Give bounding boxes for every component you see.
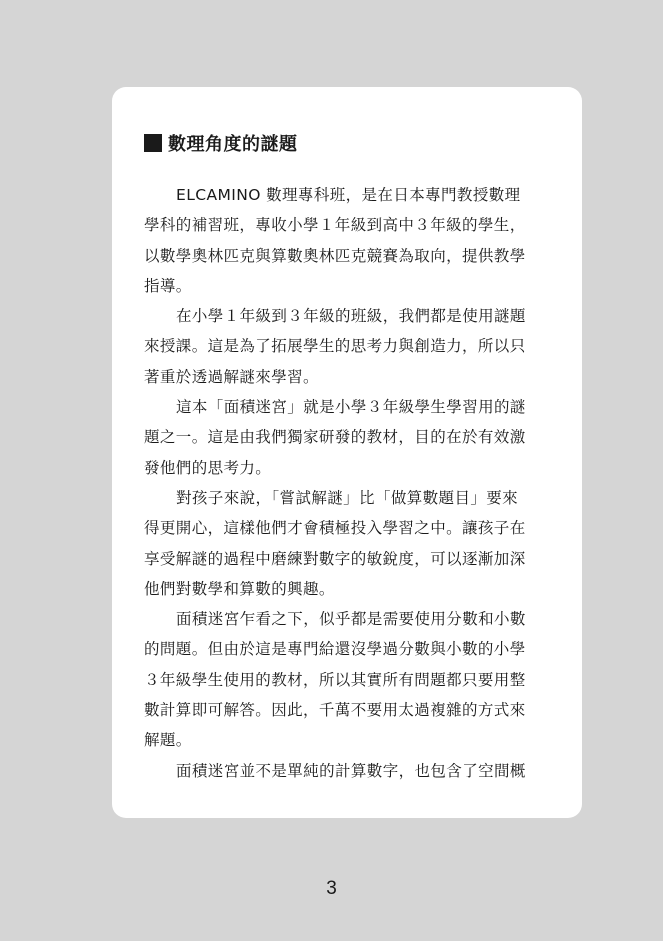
content-card [112,87,582,818]
text-line: 解題。 [144,731,192,750]
text-line: 數計算即可解答。因此，千萬不要用太過複雜的方式來 [144,701,526,720]
text-line: 面積迷宮乍看之下，似乎都是需要使用分數和小數 [176,610,526,629]
text-line: 對孩子來說，「嘗試解謎」比「做算數題目」要來 [176,488,519,507]
text-line: 這本「面積迷宮」就是小學３年級學生學習用的謎 [176,398,526,417]
text-line: 來授課。這是為了拓展學生的思考力與創造力，所以只 [144,337,526,356]
text-line: 他們對數學和算數的興趣。 [144,579,335,598]
text-line: 指導。 [144,276,192,295]
section-heading [144,127,552,159]
text-line: 著重於透過解謎來學習。 [144,367,319,386]
paragraph [144,392,552,483]
text-line: 發他們的思考力。 [144,458,272,477]
paragraph [144,301,552,392]
text-line: 得更開心，這樣他們才會積極投入學習之中。讓孩子在 [144,519,526,538]
text-line: ３年級學生使用的教材，所以其實所有問題都只要用整 [144,670,526,689]
text-line: 面積迷宮並不是單純的計算數字，也包含了空間概 [176,761,526,780]
text-line: 學科的補習班，專收小學１年級到高中３年級的學生， [144,216,526,235]
square-bullet-icon [144,134,162,152]
paragraph [144,756,552,786]
text-line: 享受解謎的過程中磨練對數字的敏銳度，可以逐漸加深 [144,549,526,568]
paragraph [144,180,552,301]
text-line: 在小學１年級到３年級的班級，我們都是使用謎題 [176,307,526,326]
section-title: 數理角度的謎題 [168,134,298,155]
text-line: 的問題。但由於這是專門給還沒學過分數與小數的小學 [144,640,526,659]
paragraph [144,483,552,604]
text-line: ELCAMINO 數理專科班，是在日本專門教授數理 [176,186,521,204]
text-line: 以數學奧林匹克與算數奧林匹克競賽為取向，提供教學 [144,246,526,265]
page-number: 3 [326,878,337,899]
text-line: 題之一。這是由我們獨家研發的教材，目的在於有效激 [144,428,526,447]
paragraph [144,604,552,755]
